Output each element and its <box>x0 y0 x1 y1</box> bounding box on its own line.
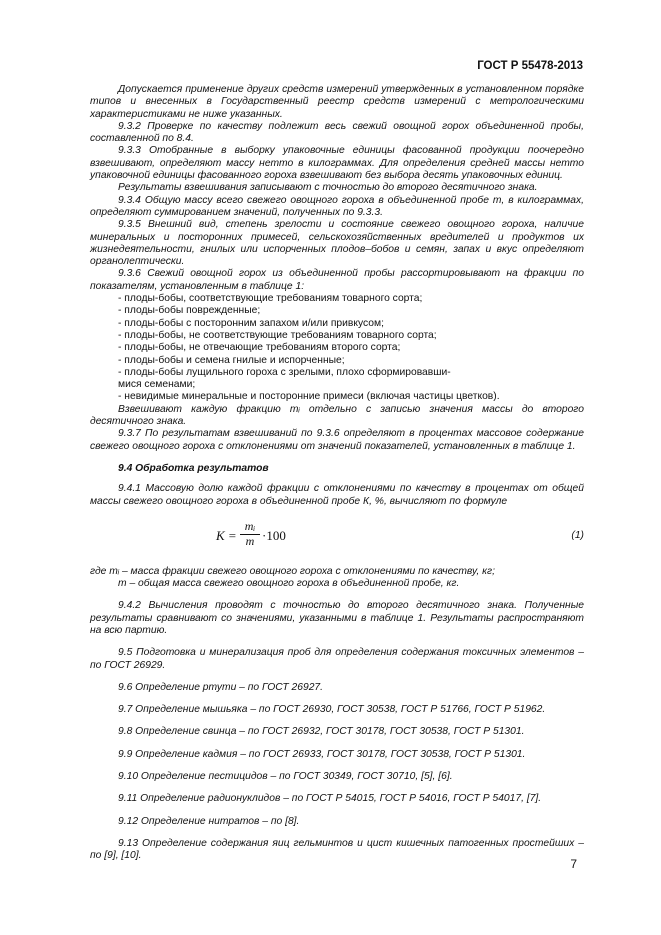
list-item: - плоды-бобы лущильного гороха с зрелыми, плохо сформировавши- <box>118 366 451 378</box>
paragraph: 9.11 Определение радионуклидов – по ГОСТ Р 54015, ГОСТ Р 54016, ГОСТ Р 54017, [7]. <box>118 793 542 805</box>
paragraph: Результаты взвешивания записывают с точностью до второго десятичного знака. <box>118 182 538 194</box>
list-item: - плоды-бобы и семена гнилые и испорченные; <box>118 354 345 366</box>
paragraph: 9.3.6 Свежий овощной горох из объединенной пробы рассортировывают на фракции по показателям, установленным в таблице 1: <box>90 268 584 292</box>
paragraph: 9.3.3 Отобранные в выборку упаковочные единицы фасованной продукции поочередно взвешивают, определяют массу нетто в килограммах. Для определения средней массы нетто упаковочной единицы фасованного гороха взвешивают без выбора десять упаковочных единиц. <box>90 145 584 182</box>
formula-number: (1) <box>571 529 584 541</box>
document-body <box>90 84 584 863</box>
paragraph: 9.3.7 По результатам взвешиваний по 9.3.6 определяют в процентах массовое содержание свежего овощного гороха с отклонениями от значений показателей, установленных в таблице 1. <box>90 428 584 452</box>
list-item: - невидимые минеральные и посторонние примеси (включая частицы цветков). <box>118 391 500 403</box>
formula-lhs: K = <box>216 527 237 543</box>
paragraph: 9.5 Подготовка и минерализация проб для определения содержания токсичных элементов – по ГОСТ 26929. <box>90 647 584 671</box>
list-item: - плоды-бобы, соответствующие требованиям товарного сорта; <box>118 293 423 305</box>
paragraph: Взвешивают каждую фракцию mᵢ отдельно с записью значения массы до второго десятичного знака. <box>90 403 584 428</box>
paragraph: 9.6 Определение ртути – по ГОСТ 26927. <box>118 681 324 693</box>
list-item: мися семенами; <box>118 379 196 391</box>
where-line: m – общая масса свежего овощного гороха в объединенной пробе, кг. <box>118 578 460 590</box>
formula-denominator: m <box>245 533 255 548</box>
paragraph: 9.10 Определение пестицидов – по ГОСТ 30349, ГОСТ 30710, [5], [6]. <box>118 771 453 783</box>
paragraph: 9.3.2 Проверке по качеству подлежит весь свежий овощной горох объединенной пробы, составленной по 8.4. <box>90 120 584 145</box>
list-item: - плоды-бобы, не соответствующие требованиям товарного сорта; <box>118 329 437 341</box>
list-item: - плоды-бобы поврежденные; <box>118 305 261 317</box>
paragraph: 9.3.5 Внешний вид, степень зрелости и состояние свежего овощного гороха, наличие минеральных и посторонних примесей, сельскохозяйственных вредителей и продуктов их жизнедеятельности, гнилых или испорченных плодов–бобов и семян, запах и вкус определяют органолептически. <box>90 219 584 268</box>
section-heading: 9.4 Обработка результатов <box>118 462 269 474</box>
fraction-list <box>90 293 584 404</box>
formula <box>90 520 584 558</box>
document-code-header: ГОСТ Р 55478-2013 <box>477 60 583 72</box>
paragraph: 9.9 Определение кадмия – по ГОСТ 26933, ГОСТ 30178, ГОСТ 30538, ГОСТ Р 51301. <box>118 748 526 760</box>
paragraph: 9.7 Определение мышьяка – по ГОСТ 26930, ГОСТ 30538, ГОСТ Р 51766, ГОСТ Р 51962. <box>118 704 546 716</box>
paragraph: 9.12 Определение нитратов – по [8]. <box>118 815 300 827</box>
list-item: - плоды-бобы с посторонним запахом и/или привкусом; <box>118 317 384 329</box>
formula-fraction <box>240 520 260 548</box>
formula-numerator: mᵢ <box>240 520 260 535</box>
paragraph: Допускается применение других средств измерений утвержденных в установленном порядке типов и внесенных в Государственный реестр средств измерений с метрологическими характеристиками не ниже указанных. <box>90 84 584 120</box>
page-number: 7 <box>570 857 577 871</box>
list-item: - плоды-бобы, не отвечающие требованиям второго сорта; <box>118 342 401 354</box>
paragraph: 9.4.2 Вычисления проводят с точностью до второго десятичного знака. Полученные результаты сравнивают со значениями, указанными в таблице 1. Результаты распространяют на всю партию. <box>90 600 584 636</box>
formula-rhs: ·100 <box>262 527 286 543</box>
paragraph: 9.4.1 Массовую долю каждой фракции с отклонениями по качеству в процентах от общей массы свежего овощного гороха в объединенной пробе К, %, вычисляют по формуле <box>90 483 584 507</box>
paragraph: 9.13 Определение содержания яиц гельминтов и цист кишечных патогенных простейших – по [9], [10]. <box>90 837 584 862</box>
paragraph: 9.3.4 Общую массу всего свежего овощного гороха в объединенной пробе m, в килограммах, определяют суммированием значений, полученных по 9.3.3. <box>90 194 584 218</box>
where-line: где mᵢ – масса фракции свежего овощного гороха с отклонениями по качеству, кг; <box>90 565 495 577</box>
paragraph: 9.8 Определение свинца – по ГОСТ 26932, ГОСТ 30178, ГОСТ 30538, ГОСТ Р 51301. <box>118 726 525 738</box>
